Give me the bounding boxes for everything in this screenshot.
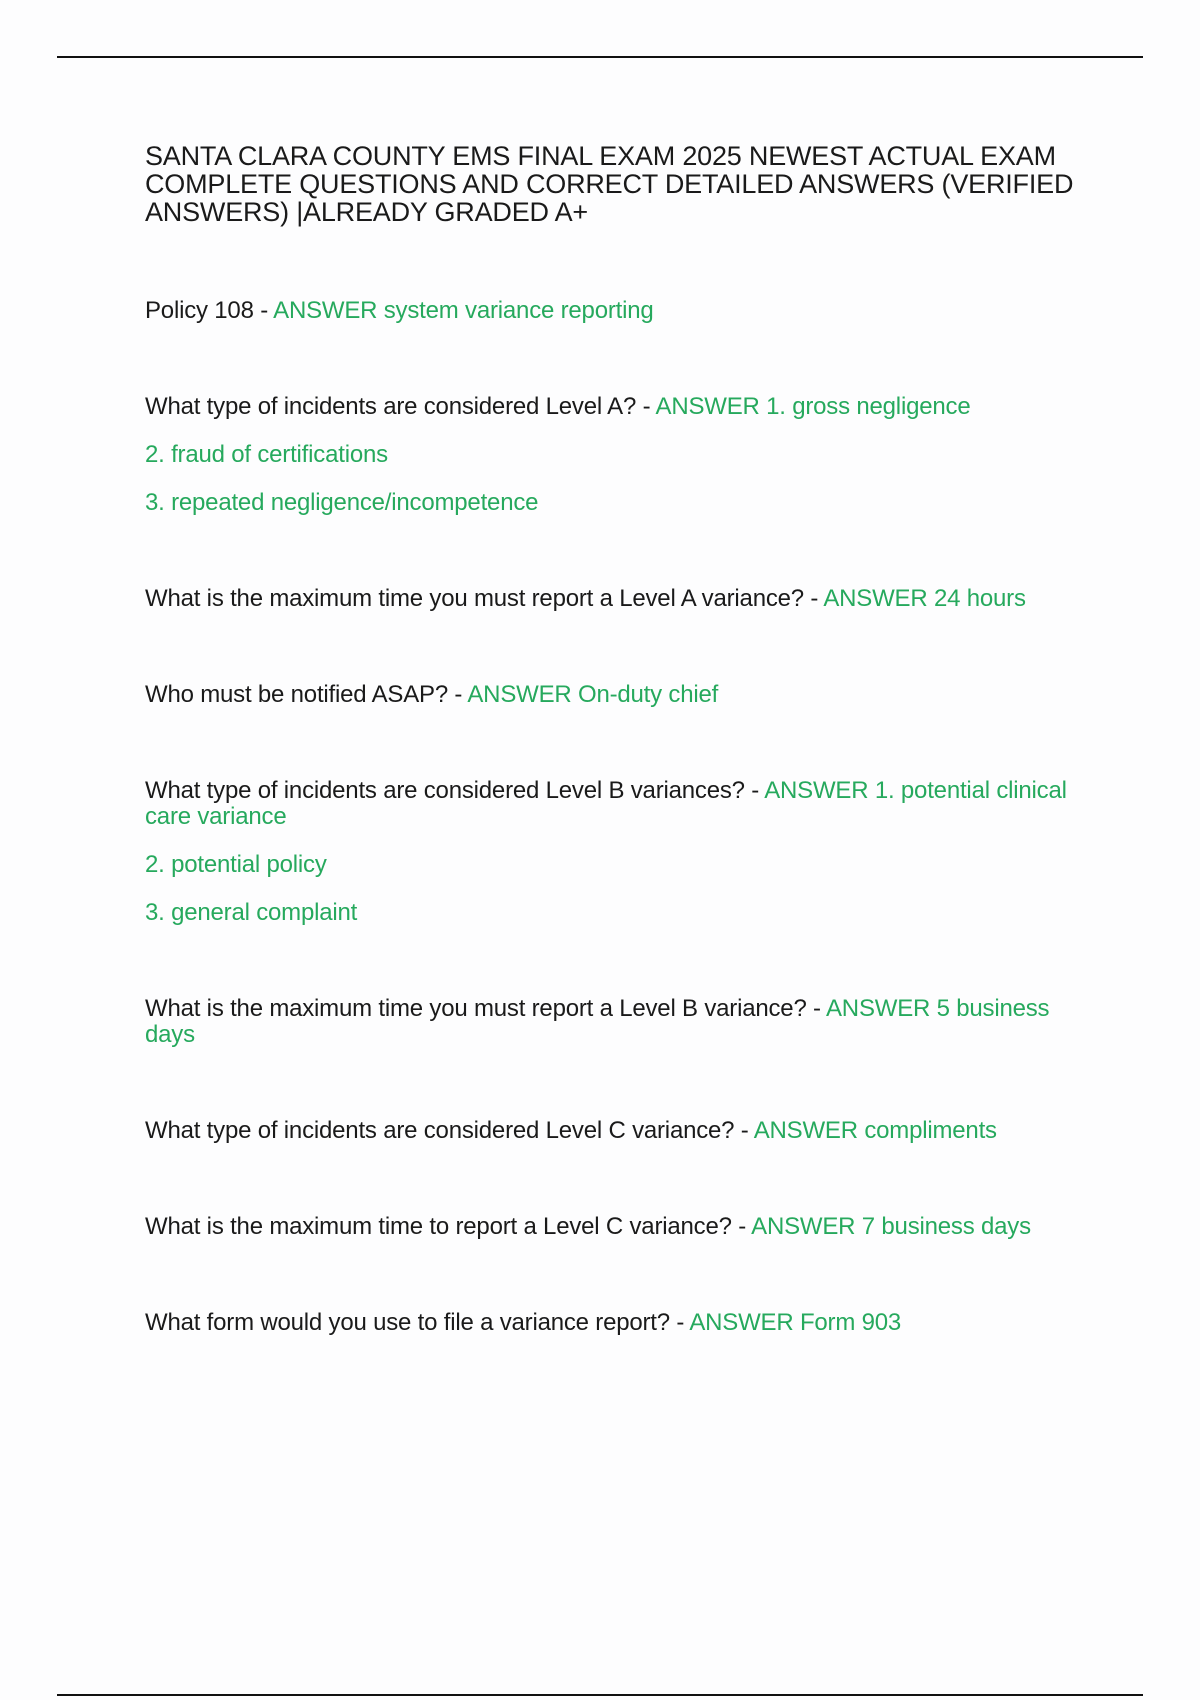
- answer-text: ANSWER compliments: [753, 1117, 997, 1144]
- question-text: What is the maximum time you must report a Level B variance? -: [145, 995, 826, 1022]
- question-text: What type of incidents are considered Level B variances? -: [145, 777, 765, 804]
- document-title: SANTA CLARA COUNTY EMS FINAL EXAM 2025 NEWEST ACTUAL EXAM COMPLETE QUESTIONS AND CORRECT DETAILED ANSWERS (VERIFIED ANSWERS) |ALREADY GRADED A+: [145, 141, 1074, 227]
- qa-item: [145, 778, 1075, 926]
- qa-list: [145, 298, 1075, 1336]
- qa-item: [145, 586, 1075, 612]
- question-text: Who must be notified ASAP? -: [145, 681, 468, 708]
- question-text: What form would you use to file a variance report? -: [145, 1309, 690, 1336]
- answer-text: ANSWER 5 business days: [145, 995, 1050, 1048]
- answer-list-item: 2. fraud of certifications: [145, 441, 388, 468]
- answer-text: ANSWER 1. gross negligence: [655, 393, 971, 420]
- answer-text: ANSWER Form 903: [689, 1309, 902, 1336]
- qa-item: [145, 1214, 1075, 1240]
- qa-item: [145, 996, 1075, 1048]
- answer-list-item: 3. repeated negligence/incompetence: [145, 489, 539, 516]
- answer-text: ANSWER 1. potential clinical care variance: [145, 777, 1067, 830]
- footer-rule: [57, 1694, 1143, 1696]
- qa-item: [145, 298, 1075, 324]
- qa-item: [145, 1118, 1075, 1144]
- document-body: [145, 142, 1075, 1336]
- answer-list-item: 3. general complaint: [145, 899, 358, 926]
- answer-text: ANSWER 7 business days: [751, 1213, 1031, 1240]
- question-text: What type of incidents are considered Level A? -: [145, 393, 656, 420]
- question-text: Policy 108 -: [145, 297, 274, 324]
- header-rule: [57, 56, 1143, 58]
- question-text: What is the maximum time you must report a Level A variance? -: [145, 585, 824, 612]
- answer-text: ANSWER system variance reporting: [273, 297, 654, 324]
- question-text: What type of incidents are considered Level C variance? -: [145, 1117, 754, 1144]
- answer-list-item: 2. potential policy: [145, 851, 327, 878]
- answer-text: ANSWER 24 hours: [823, 585, 1026, 612]
- question-text: What is the maximum time to report a Level C variance? -: [145, 1213, 752, 1240]
- qa-item: [145, 682, 1075, 708]
- qa-item: [145, 394, 1075, 516]
- qa-item: [145, 1310, 1075, 1336]
- answer-text: ANSWER On-duty chief: [467, 681, 719, 708]
